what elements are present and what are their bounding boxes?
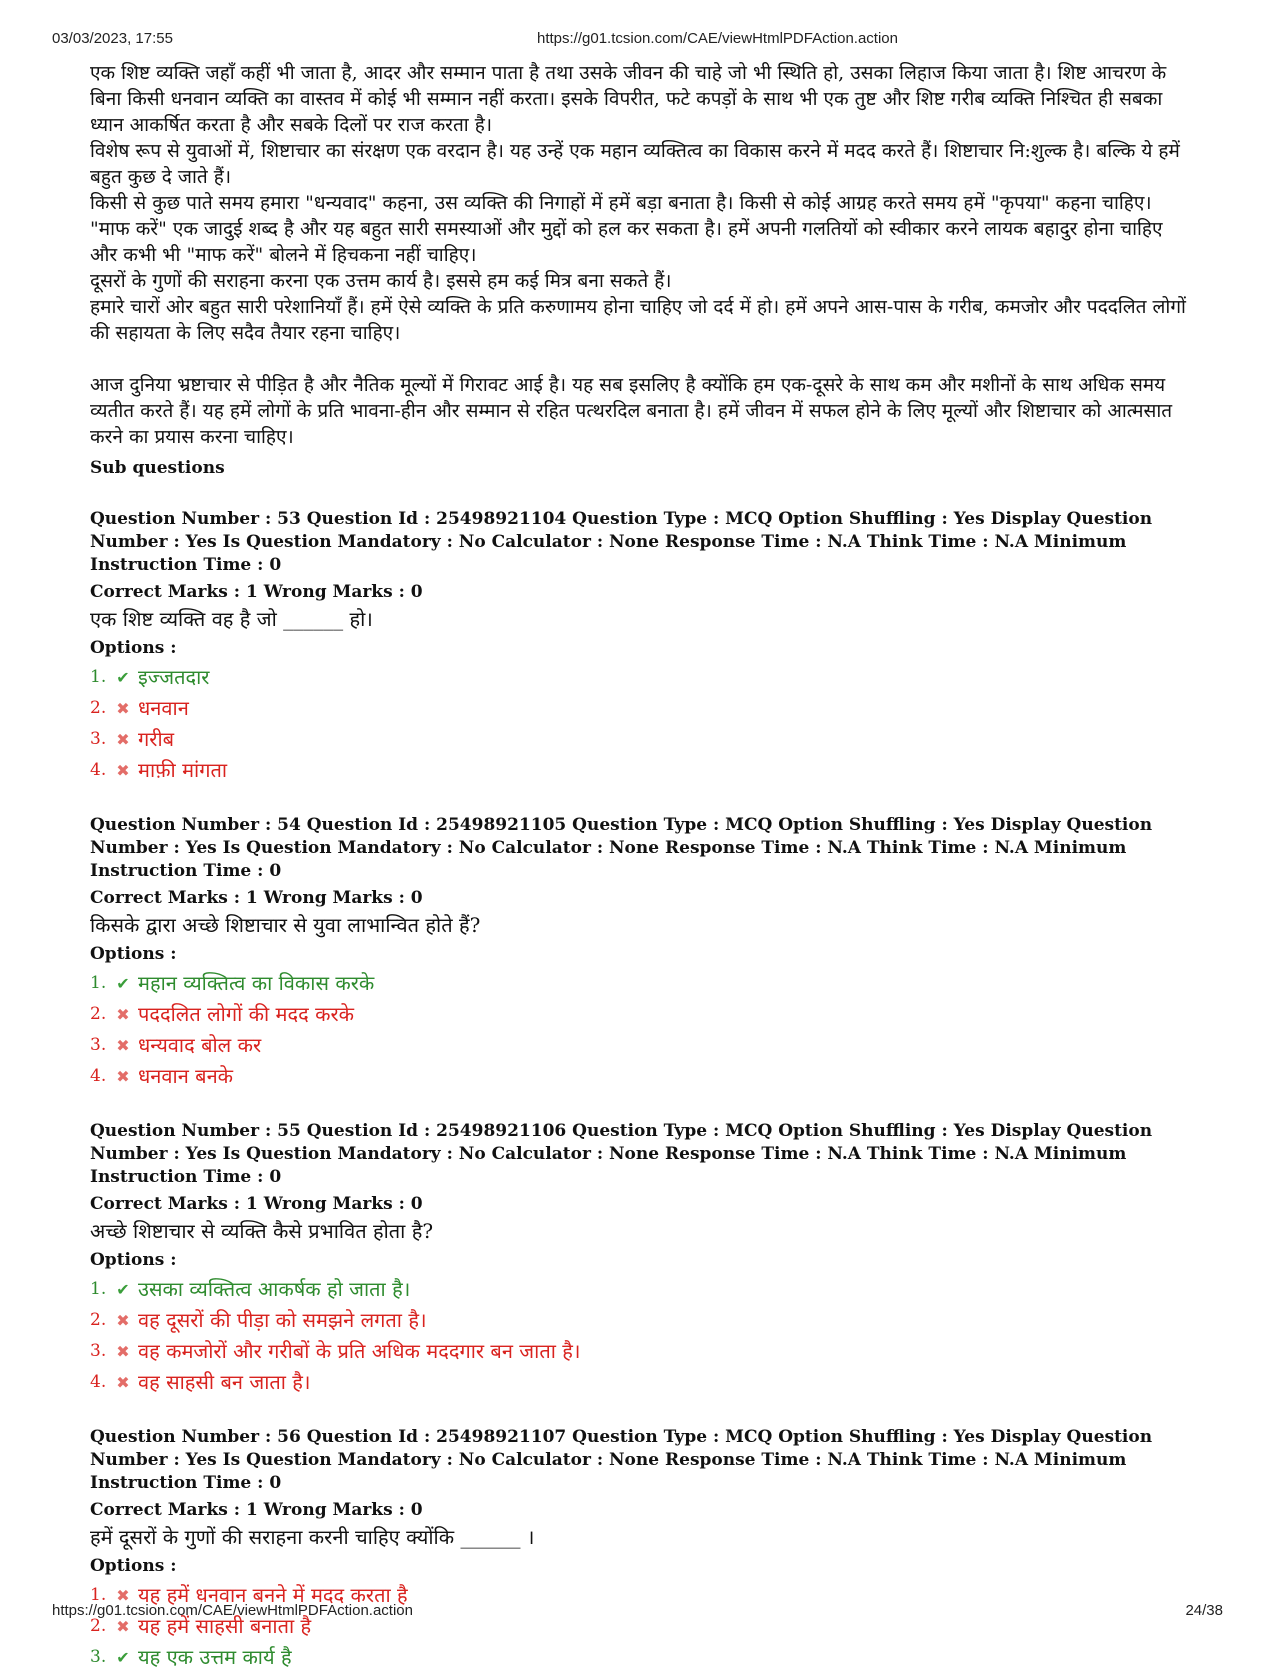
- option-item: [90, 1642, 1190, 1673]
- question-meta: Question Number : 54 Question Id : 25498921105 Question Type : MCQ Option Shuffling : Yes Display Question Number : Yes Is Question Mandatory : No Calculator : None Response Time : N.A Think Time : N.A Minimum Instruction Time : 0: [90, 815, 1153, 881]
- option-text: उसका व्यक्तित्व आकर्षक हो जाता है।: [138, 1277, 411, 1301]
- option-text: यह हमें धनवान बनने में मदद करता है: [138, 1583, 408, 1607]
- options-label: Options :: [90, 1556, 177, 1576]
- check-icon: ✔: [116, 1648, 130, 1667]
- cross-icon: ✖: [116, 1586, 130, 1605]
- option-number: 3.: [90, 1035, 107, 1055]
- cross-icon: ✖: [116, 730, 130, 749]
- option-item: [90, 999, 1190, 1030]
- question-text: हमें दूसरों के गुणों की सराहना करनी चाहिए क्योंकि ______ ।: [90, 1525, 535, 1549]
- question-list: [90, 508, 1190, 1673]
- passage-paragraph: किसी से कुछ पाते समय हमारा "धन्यवाद" कहना, उस व्यक्ति की निगाहों में हमें बड़ा बनाता है। किसी से कोई आग्रह करते समय हमें "कृपया" कहना चाहिए। "माफ करें" एक जादुई शब्द है और यह बहुत सारी समस्याओं और मुद्दों को हल कर सकता है। हमें अपनी गलतियों को स्वीकार करने लायक बहादुर होना चाहिए और कभी भी "माफ करें" बोलने में हिचकना नहीं चाहिए।: [90, 192, 1163, 266]
- option-list: [90, 1580, 1190, 1673]
- option-number: 2.: [90, 1616, 107, 1636]
- option-text: धनवान बनके: [138, 1064, 234, 1088]
- passage-paragraph: दूसरों के गुणों की सराहना करना एक उत्तम कार्य है। इससे हम कई मित्र बना सकते हैं।: [90, 270, 672, 292]
- option-list: [90, 662, 1190, 786]
- sub-questions-heading: Sub questions: [90, 458, 225, 478]
- options-label: Options :: [90, 638, 177, 658]
- question-marks: Correct Marks : 1 Wrong Marks : 0: [90, 1194, 423, 1214]
- question-block: [90, 1426, 1190, 1673]
- option-item: [90, 1274, 1190, 1305]
- question-marks: Correct Marks : 1 Wrong Marks : 0: [90, 582, 423, 602]
- question-meta: Question Number : 56 Question Id : 25498921107 Question Type : MCQ Option Shuffling : Yes Display Question Number : Yes Is Question Mandatory : No Calculator : None Response Time : N.A Think Time : N.A Minimum Instruction Time : 0: [90, 1427, 1153, 1493]
- option-number: 4.: [90, 1372, 107, 1392]
- option-number: 1.: [90, 667, 107, 687]
- option-number: 1.: [90, 1279, 107, 1299]
- cross-icon: ✖: [116, 1036, 130, 1055]
- print-url: https://g01.tcsion.com/CAE/viewHtmlPDFAction.action: [537, 30, 898, 47]
- cross-icon: ✖: [116, 1311, 130, 1330]
- option-number: 3.: [90, 1341, 107, 1361]
- option-item: [90, 724, 1190, 755]
- option-item: [90, 1305, 1190, 1336]
- options-label: Options :: [90, 1250, 177, 1270]
- option-text: इज्जतदार: [138, 665, 210, 689]
- passage-paragraph: हमारे चारों ओर बहुत सारी परेशानियाँ हैं। हमें ऐसे व्यक्ति के प्रति करुणामय होना चाहिए जो दर्द में हो। हमें अपने आस-पास के गरीब, कमजोर और पददलित लोगों की सहायता के लिए सदैव तैयार रहना चाहिए।: [90, 296, 1186, 344]
- option-item: [90, 662, 1190, 693]
- option-item: [90, 968, 1190, 999]
- print-footer: [0, 1602, 1275, 1624]
- option-list: [90, 968, 1190, 1092]
- passage-paragraph: आज दुनिया भ्रष्टाचार से पीड़ित है और नैतिक मूल्यों में गिरावट आई है। यह सब इसलिए है क्योंकि हम एक-दूसरे के साथ कम और मशीनों के साथ अधिक समय व्यतीत करते हैं। यह हमें लोगों के प्रति भावना-हीन और सम्मान से रहित पत्थरदिल बनाता है। हमें जीवन में सफल होने के लिए मूल्यों और शिष्टाचार को आत्मसात करने का प्रयास करना चाहिए।: [90, 374, 1173, 448]
- question-block: [90, 1120, 1190, 1398]
- cross-icon: ✖: [116, 699, 130, 718]
- option-number: 2.: [90, 1310, 107, 1330]
- option-text: वह कमजोरों और गरीबों के प्रति अधिक मददगार बन जाता है।: [138, 1339, 581, 1363]
- footer-url: https://g01.tcsion.com/CAE/viewHtmlPDFAction.action: [52, 1602, 413, 1619]
- option-text: वह दूसरों की पीड़ा को समझने लगता है।: [138, 1308, 427, 1332]
- check-icon: ✔: [116, 1280, 130, 1299]
- question-text: किसके द्वारा अच्छे शिष्टाचार से युवा लाभान्वित होते हैं?: [90, 913, 481, 937]
- option-item: [90, 1030, 1190, 1061]
- option-number: 1.: [90, 973, 107, 993]
- cross-icon: ✖: [116, 761, 130, 780]
- cross-icon: ✖: [116, 1617, 130, 1636]
- question-marks: Correct Marks : 1 Wrong Marks : 0: [90, 1500, 423, 1520]
- option-item: [90, 755, 1190, 786]
- option-number: 4.: [90, 1066, 107, 1086]
- option-item: [90, 1061, 1190, 1092]
- question-meta: Question Number : 55 Question Id : 25498921106 Question Type : MCQ Option Shuffling : Yes Display Question Number : Yes Is Question Mandatory : No Calculator : None Response Time : N.A Think Time : N.A Minimum Instruction Time : 0: [90, 1121, 1153, 1187]
- passage: [90, 60, 1190, 450]
- question-text: अच्छे शिष्टाचार से व्यक्ति कैसे प्रभावित होता है?: [90, 1219, 434, 1243]
- option-item: [90, 1336, 1190, 1367]
- question-text: एक शिष्ट व्यक्ति वह है जो ______ हो।: [90, 607, 373, 631]
- option-text: यह हमें साहसी बनाता है: [138, 1614, 312, 1638]
- passage-paragraph: एक शिष्ट व्यक्ति जहाँ कहीं भी जाता है, आदर और सम्मान पाता है तथा उसके जीवन की चाहे जो भी स्थिति हो, उसका लिहाज किया जाता है। शिष्ट आचरण के बिना किसी धनवान व्यक्ति का वास्तव में कोई भी सम्मान नहीं करता। इसके विपरीत, फटे कपड़ों के साथ भी एक तुष्ट और शिष्ट गरीब व्यक्ति निश्चित ही सबका ध्यान आकर्षित करता है और सबके दिलों पर राज करता है।: [90, 62, 1167, 136]
- option-item: [90, 1367, 1190, 1398]
- option-text: वह साहसी बन जाता है।: [138, 1370, 311, 1394]
- option-list: [90, 1274, 1190, 1398]
- check-icon: ✔: [116, 974, 130, 993]
- option-text: धनवान: [138, 696, 189, 720]
- option-text: पददलित लोगों की मदद करके: [138, 1002, 354, 1026]
- question-block: [90, 814, 1190, 1092]
- print-header: [0, 30, 1275, 52]
- print-datetime: 03/03/2023, 17:55: [52, 30, 173, 47]
- question-block: [90, 508, 1190, 786]
- cross-icon: ✖: [116, 1067, 130, 1086]
- document-body: [90, 60, 1190, 1673]
- option-number: 4.: [90, 760, 107, 780]
- option-number: 2.: [90, 1004, 107, 1024]
- question-marks: Correct Marks : 1 Wrong Marks : 0: [90, 888, 423, 908]
- cross-icon: ✖: [116, 1373, 130, 1392]
- question-meta: Question Number : 53 Question Id : 25498921104 Question Type : MCQ Option Shuffling : Yes Display Question Number : Yes Is Question Mandatory : No Calculator : None Response Time : N.A Think Time : N.A Minimum Instruction Time : 0: [90, 509, 1153, 575]
- option-number: 3.: [90, 729, 107, 749]
- option-text: माफ़ी मांगता: [138, 758, 228, 782]
- option-number: 1.: [90, 1585, 107, 1605]
- option-item: [90, 693, 1190, 724]
- option-text: यह एक उत्तम कार्य है: [138, 1645, 292, 1669]
- page-number: 24/38: [1185, 1602, 1223, 1619]
- cross-icon: ✖: [116, 1342, 130, 1361]
- options-label: Options :: [90, 944, 177, 964]
- option-number: 2.: [90, 698, 107, 718]
- option-text: धन्यवाद बोल कर: [138, 1033, 262, 1057]
- option-number: 3.: [90, 1647, 107, 1667]
- option-text: गरीब: [138, 727, 175, 751]
- passage-paragraph: विशेष रूप से युवाओं में, शिष्टाचार का संरक्षण एक वरदान है। यह उन्हें एक महान व्यक्तित्व का विकास करने में मदद करते हैं। शिष्टाचार नि:शुल्क है। बल्कि ये हमें बहुत कुछ दे जाते हैं।: [90, 140, 1180, 188]
- option-text: महान व्यक्तित्व का विकास करके: [138, 971, 375, 995]
- check-icon: ✔: [116, 668, 130, 687]
- cross-icon: ✖: [116, 1005, 130, 1024]
